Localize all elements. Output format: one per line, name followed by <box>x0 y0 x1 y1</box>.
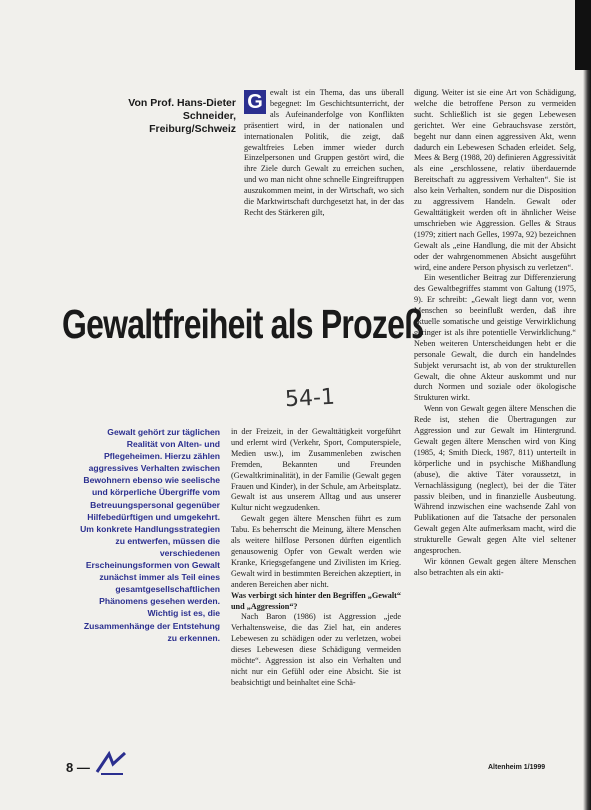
handwritten-note: 54-1 <box>284 384 336 413</box>
scan-corner-shadow <box>575 0 591 70</box>
author-name: Von Prof. Hans-Dieter Schneider, <box>128 97 236 122</box>
article-column-2 <box>414 88 576 579</box>
article-column-1-top <box>244 88 404 219</box>
page-number: 8 — <box>66 760 90 775</box>
paragraph: Wenn von Gewalt gegen ältere Menschen die Rede ist, stehen die Übertragungen zur Aggression und zur Gewalt im Hintergrund. Gewalt gegen ältere Menschen wird von King (1985, 4; Smith Dieck, 1987, 811) unterteilt in körperliche und in psychische Mißhandlung (abuse), die aktive Täter voraussetzt, in Vernachlässigung (neglect), bei der die Täter passiv bleiben, und in finanzielle Ausbeutung. Während inzwischen eine wachsende Zahl von Publikationen auf die Tatsache der personalen Gewalt gegen Alte aufmerksam macht, wird die strukturelle Gewalt gegen Alte viel seltener angesprochen. <box>414 404 576 556</box>
paragraph: ewalt ist ein Thema, das uns überall begegnet: Im Geschichtsunterricht, der als Aufeinanderfolge von Konflikten präsentiert wird, in der nationalen und internationalen Politik, die zeigt, daß gewaltfreies Leben immer wieder durch Einzelpersonen und Gruppen gestört wird, die ihre Ziele durch Gewalt zu erreichen suchen, und wo man nicht ohne schnelle Eingreiftruppen auszukommen meint, in der Wirtschaft, wo sich die Marktwirtschaft durchgesetzt hat, in der das Recht des Stärkeren gilt, <box>244 88 404 217</box>
paragraph: in der Freizeit, in der Gewalttätigkeit vorgeführt und erlernt wird (Verkehr, Sport, Computerspiele, Medien usw.), im Zusammenleben zwischen Fremden, Bekannten und Freunden (Gewaltkriminalität), in der Familie (Gewalt gegen Frauen und Kinder), in der Schule, am Arbeitsplatz. Gewalt ist aus unserem Alltag und aus unserer Kultur nicht wegzudenken. <box>231 427 401 513</box>
journal-logo-icon <box>95 750 129 776</box>
article-title: Gewaltfreiheit als Prozeß <box>62 301 423 347</box>
scan-edge-shadow <box>583 0 591 810</box>
drop-cap: G <box>244 90 266 114</box>
subheading: Was verbirgt sich hinter den Begriffen „Gewalt“ und „Aggression“? <box>231 590 401 611</box>
article-column-1-bottom <box>231 427 401 689</box>
author-byline <box>78 97 236 136</box>
paragraph: Nach Baron (1986) ist Aggression „jede Verhaltensweise, die das Ziel hat, ein anderes Lebewesen zu schädigen oder zu verletzen, wobei dieses Lebewesen diese Schädigung vermeiden möchte“. Aggression ist also ein Verhalten und nicht nur ein Gefühl oder eine Absicht. Sie ist beabsichtigt und beinhaltet eine Schä- <box>231 612 401 687</box>
author-location: Freiburg/Schweiz <box>149 123 236 135</box>
paragraph: Wir können Gewalt gegen ältere Menschen also betrachten als ein akti- <box>414 556 576 577</box>
paragraph: Gewalt gegen ältere Menschen führt es zum Tabu. Es beherrscht die Meinung, ältere Menschen als weitere hilflose Personen dürften eigentlich genausowenig Opfer von Gewalt werden wie Kranke, Kriegsgefangene und Zivilisten im Krieg. Gewalt wird in bestimmten Bereichen akzeptiert, in anderen Bereichen aber nicht. <box>231 514 401 589</box>
paragraph: digung. Weiter ist sie eine Art von Schädigung, welche die betroffene Person zu vermeiden sucht. Schließlich ist sie gegen Lebewesen gerichtet. Wer eine Gebrauchsvase zerstört, begeht nur dann einen aggressiven Akt, wenn dadurch ein Lebewesen Schaden erleidet. Selg, Mees & Berg (1988, 20) definieren Aggressivität als eine „erschlossene, relativ überdauernde Bereitschaft zu aggressivem Verhalten“. Sie ist also kein Verhalten, sondern nur die Disposition zu aggressivem Handeln. Gewalt oder Gewalttätigkeit werden oft in ähnlicher Weise umschrieben wie Aggression. Gelles & Straus (1979; zitiert nach Gelles, 1997a, 92) bezeichnen Gewalt als „eine Handlung, die mit der Absicht oder der wahrgenommenen Absicht ausgeführt wird, eine andere Person physisch zu verletzen“. <box>414 88 576 272</box>
intro-teaser: Gewalt gehört zur täglichen Realität von Alten- und Pflegeheimen. Hierzu zählen aggressives Verhalten zwischen Bewohnern ebenso wie seelische und körperliche Übergriffe vom Betreuungspersonal gegenüber Hilfebedürftigen und umgekehrt. Um konkrete Handlungsstrategien zu entwerfen, müssen die verschiedenen Erscheinungsformen von Gewalt zunächst immer als Teil eines gesamtgesellschaftlichen Phänomens gesehen werden. Wichtig ist es, die Zusammenhänge der Entstehung zu erkennen. <box>80 427 220 643</box>
paragraph: Ein wesentlicher Beitrag zur Differenzierung des Gewaltbegriffes stammt von Galtung (1975, 9). Er schreibt: „Gewalt liegt dann vor, wenn Menschen so beeinflußt werden, daß ihre aktuelle somatische und geistige Verwirklichung geringer ist als ihre potentielle Verwirklichung.“ Neben weiteren Unterscheidungen hebt er die personale Gewalt, die durch ein handelndes Subjekt verursacht ist, ab von der strukturellen Gewalt, die ohne Akteur auskommt und nur durch Normen und soziale oder ökologische Strukturen wirkt. <box>414 273 576 403</box>
journal-footer: Altenheim 1/1999 <box>488 764 546 771</box>
